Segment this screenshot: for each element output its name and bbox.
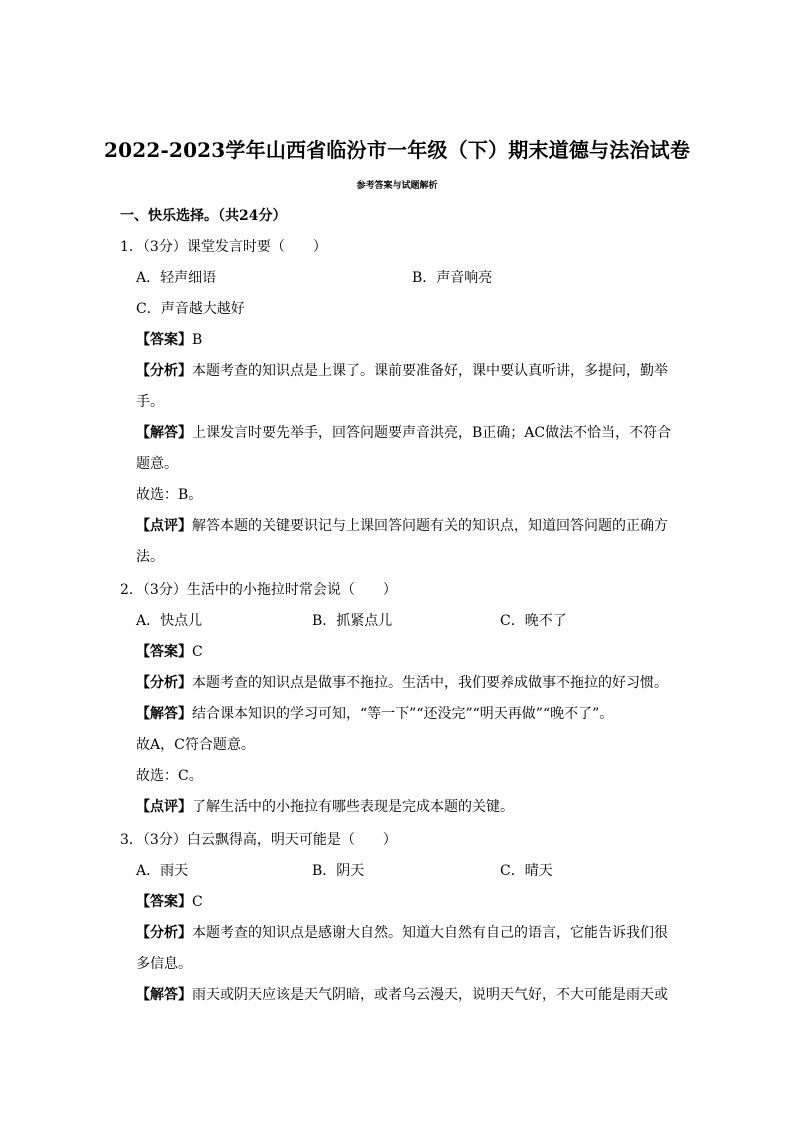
analysis-tag: 【分析】 xyxy=(136,363,192,379)
answer-tag: 【答案】 xyxy=(136,644,192,660)
question-3-answer xyxy=(136,892,696,912)
question-1-choice: 故选：B。 xyxy=(136,487,203,503)
page-subtitle: 参考答案与试题解析 xyxy=(356,181,438,191)
analysis-tag: 【分析】 xyxy=(136,925,192,941)
question-1-answer xyxy=(136,330,696,350)
comment-tag: 【点评】 xyxy=(136,799,192,815)
question-1-comment-cont: 法。 xyxy=(136,549,164,565)
question-2-stem: 2．（3分）生活中的小拖拉时常会说（ ） xyxy=(120,582,397,598)
question-1-stem: 1．（3分）课堂发言时要（ ） xyxy=(120,239,327,255)
question-3-analysis-cont: 多信息。 xyxy=(136,956,192,972)
section-heading: 一、快乐选择。（共24分） xyxy=(120,208,287,224)
analysis-text: 本题考查的知识点是感谢大自然。知道大自然有自己的语言，它能告诉我们很 xyxy=(192,925,668,941)
page-title: 2022-2023学年山西省临汾市一年级（下）期末道德与法治试卷 xyxy=(103,138,691,162)
solution-text: 上课发言时要先举手，回答问题要声音洪亮，B正确；AC做法不恰当，不符合 xyxy=(192,425,672,441)
question-2-solution xyxy=(136,704,696,724)
question-3-analysis xyxy=(136,923,696,943)
question-2-comment xyxy=(136,797,696,817)
answer-tag: 【答案】 xyxy=(136,894,192,910)
question-1-solution xyxy=(136,423,696,443)
question-2-option-b: B．抓紧点儿 xyxy=(312,613,393,629)
question-2-answer xyxy=(136,642,696,662)
analysis-tag: 【分析】 xyxy=(136,675,192,691)
question-3-option-c: C．晴天 xyxy=(500,863,553,879)
analysis-text: 本题考查的知识点是上课了。课前要准备好，课中要认真听讲，多提问，勤举 xyxy=(192,363,668,379)
question-3-stem: 3．（3分）白云飘得高，明天可能是（ ） xyxy=(120,832,397,848)
answer-tag: 【答案】 xyxy=(136,332,192,348)
analysis-text: 本题考查的知识点是做事不拖拉。生活中，我们要养成做事不拖拉的好习惯。 xyxy=(192,675,668,691)
solution-tag: 【解答】 xyxy=(136,425,192,441)
question-1-option-a: A．轻声细语 xyxy=(136,270,217,286)
answer-value: C xyxy=(192,644,203,660)
question-1-option-b: B．声音响亮 xyxy=(412,270,493,286)
question-1-option-c: C．声音越大越好 xyxy=(136,301,245,317)
question-1-solution-cont: 题意。 xyxy=(136,456,178,472)
comment-tag: 【点评】 xyxy=(136,518,192,534)
solution-text: 雨天或阴天应该是天气阴暗，或者乌云漫天，说明天气好，不大可能是雨天或 xyxy=(192,987,668,1003)
question-2-option-c: C．晚不了 xyxy=(500,613,567,629)
solution-tag: 【解答】 xyxy=(136,706,192,722)
question-1-analysis-cont: 手。 xyxy=(136,394,164,410)
question-3-option-b: B．阴天 xyxy=(312,863,365,879)
question-2-solution-cont: 故A，C符合题意。 xyxy=(136,737,255,753)
solution-text: 结合课本知识的学习可知，“等一下”“还没完”“明天再做”“晚不了”。 xyxy=(192,706,614,722)
question-3-option-a: A．雨天 xyxy=(136,863,189,879)
question-2-choice: 故选：C。 xyxy=(136,768,203,784)
solution-tag: 【解答】 xyxy=(136,987,192,1003)
comment-text: 了解生活中的小拖拉有哪些表现是完成本题的关键。 xyxy=(192,799,514,815)
question-1-analysis xyxy=(136,361,696,381)
question-3-solution xyxy=(136,985,696,1005)
question-1-comment xyxy=(136,516,696,536)
answer-value: C xyxy=(192,894,203,910)
question-2-analysis xyxy=(136,673,696,693)
answer-value: B xyxy=(192,332,203,348)
comment-text: 解答本题的关键要识记与上课回答问题有关的知识点，知道回答问题的正确方 xyxy=(192,518,668,534)
question-2-option-a: A．快点儿 xyxy=(136,613,203,629)
